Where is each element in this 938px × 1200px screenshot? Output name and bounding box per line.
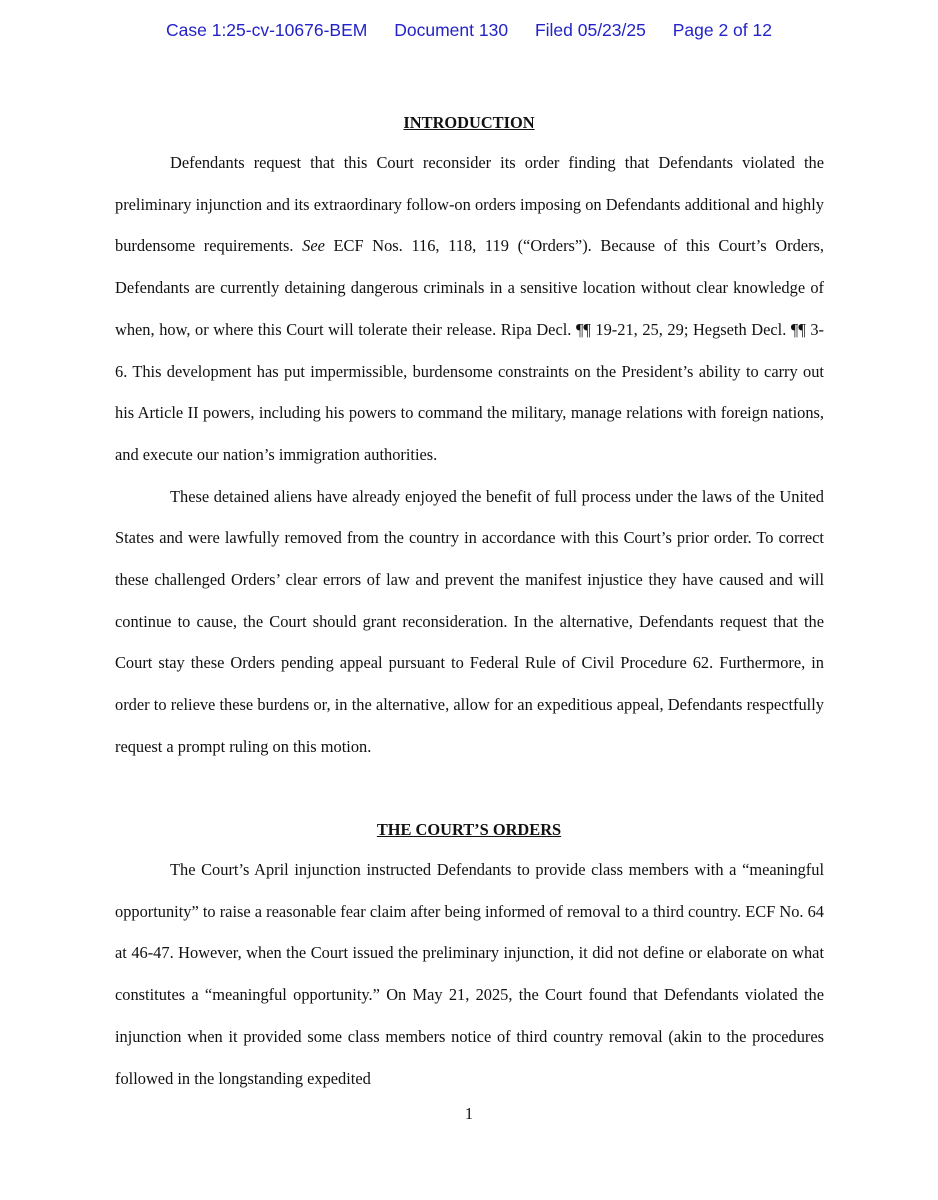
document-number: Document 130 xyxy=(394,20,509,40)
case-number: Case 1:25-cv-10676-BEM xyxy=(166,20,368,40)
filed-date: Filed 05/23/25 xyxy=(534,20,646,40)
orders-section xyxy=(115,849,824,1099)
introduction-paragraph-2: These detained aliens have already enjoyed the benefit of full process under the laws of the United States and were lawfully removed from the country in accordance with this Court’s prior order. To correct these challenged Orders’ clear errors of law and prevent the manifest injustice they have caused and will continue to cause, the Court should grant reconsideration. In the alternative, Defendants request that the Court stay these Orders pending appeal pursuant to Federal Rule of Civil Procedure 62. Furthermore, in order to relieve these burdens or, in the alternative, allow for an expeditious appeal, Defendants respectfully request a prompt ruling on this motion. xyxy=(115,486,824,756)
orders-heading: THE COURT’S ORDERS xyxy=(376,820,562,839)
page-indicator: Page 2 of 12 xyxy=(672,20,772,40)
filing-header xyxy=(0,20,938,41)
page-number: 1 xyxy=(464,1104,474,1123)
introduction-section xyxy=(115,142,824,768)
introduction-paragraph-1: Defendants request that this Court reconsider its order finding that Defendants violated the preliminary injunction and its extraordinary follow-on orders imposing on Defendants additional and highly burdensome requirements. See ECF Nos. 116, 118, 119 (“Orders”). Because of this Court’s Orders, Defendants are currently detaining dangerous criminals in a sensitive location without clear knowledge of when, how, or where this Court will tolerate their release. Ripa Decl. ¶¶ 19-21, 25, 29; Hegseth Decl. ¶¶ 3-6. This development has put impermissible, burdensome constraints on the President’s ability to carry out his Article II powers, including his powers to command the military, manage relations with foreign nations, and execute our nation’s immigration authorities. xyxy=(115,153,824,464)
orders-paragraph-1: The Court’s April injunction instructed Defendants to provide class members with a “meaningful opportunity” to raise a reasonable fear claim after being informed of removal to a third country. ECF No. 64 at 46-47. However, when the Court issued the preliminary injunction, it did not define or elaborate on what constitutes a “meaningful opportunity.” On May 21, 2025, the Court found that Defendants violated the injunction when it provided some class members notice of third country removal (akin to the procedures followed in the longstanding expedited xyxy=(115,860,824,1088)
introduction-heading: INTRODUCTION xyxy=(403,113,535,132)
